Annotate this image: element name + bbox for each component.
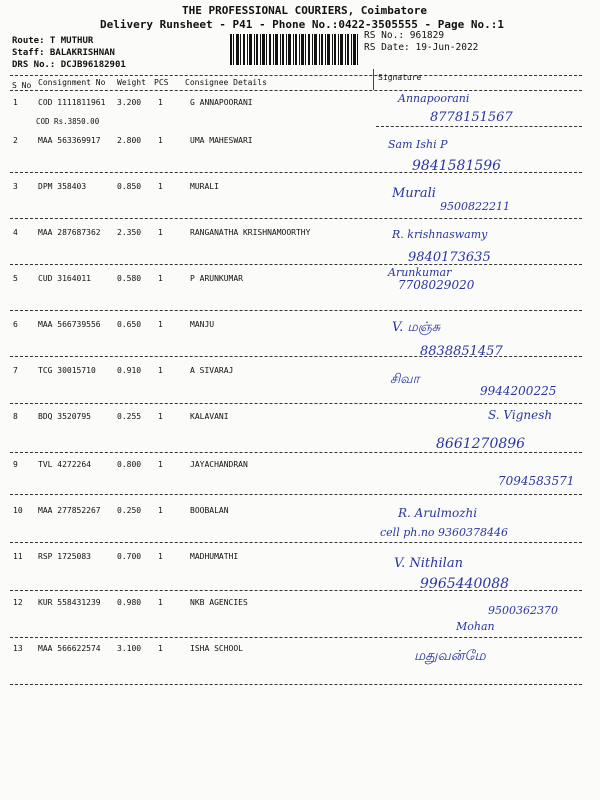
- row-consignment: BDQ 3520795: [38, 412, 91, 421]
- row-consignment: KUR 558431239: [38, 598, 101, 607]
- col-consignment: Consignment No: [38, 78, 106, 87]
- row-weight: 2.350: [117, 228, 142, 237]
- row-weight: 0.850: [117, 182, 142, 191]
- signature: Mohan: [456, 620, 495, 633]
- row-consignment: MAA 563369917: [38, 136, 101, 145]
- route-label: Route: T MUTHUR: [12, 36, 94, 46]
- header-top-rule: [10, 75, 582, 76]
- row-consignee: ISHA SCHOOL: [190, 644, 243, 653]
- barcode: [230, 34, 358, 65]
- row-consignee: MADHUMATHI: [190, 552, 239, 561]
- signature-phone: 7708029020: [398, 278, 475, 292]
- row-weight: 0.910: [117, 366, 142, 375]
- col-pcs: PCS: [154, 78, 169, 87]
- signature-phone: 9500822211: [440, 200, 510, 213]
- row-consignment: TCG 30015710: [38, 366, 96, 375]
- row-sno: 5: [13, 274, 18, 283]
- row-rule: [10, 403, 582, 404]
- signature-phone: 7094583571: [498, 474, 575, 488]
- signature-phone: 8661270896: [436, 436, 526, 452]
- row-pcs: 1: [158, 182, 163, 191]
- header-bottom-rule: [10, 90, 582, 91]
- col-consignee: Consignee Details: [185, 78, 267, 87]
- row-consignment: RSP 1725083: [38, 552, 91, 561]
- row-pcs: 1: [158, 366, 163, 375]
- signature: Sam Ishi P: [388, 138, 448, 151]
- signature-divider: [373, 69, 374, 90]
- row-rule: [10, 590, 582, 591]
- row-pcs: 1: [158, 506, 163, 515]
- row-pcs: 1: [158, 98, 163, 107]
- row-consignee: G ANNAPOORANI: [190, 98, 253, 107]
- row-consignee: P ARUNKUMAR: [190, 274, 243, 283]
- row-rule: [10, 356, 582, 357]
- row-sno: 9: [13, 460, 18, 469]
- row-sno: 7: [13, 366, 18, 375]
- signature-phone: 9841581596: [412, 158, 502, 174]
- row-rule: [10, 172, 582, 173]
- row-consignee: JAYACHANDRAN: [190, 460, 248, 469]
- signature: Murali: [392, 186, 436, 201]
- row-consignment: MAA 566622574: [38, 644, 101, 653]
- col-weight: Weight: [117, 78, 146, 87]
- row-pcs: 1: [158, 460, 163, 469]
- row-weight: 0.250: [117, 506, 142, 515]
- row-consignment: MAA 287687362: [38, 228, 101, 237]
- signature-phone: 9840173635: [408, 250, 491, 265]
- signature: R. krishnaswamy: [392, 228, 488, 241]
- row-consignment: TVL 4272264: [38, 460, 91, 469]
- row-rule: [376, 126, 582, 127]
- col-sno: S No: [12, 81, 32, 90]
- row-consignment: CUD 3164011: [38, 274, 91, 283]
- row-consignee: MURALI: [190, 182, 219, 191]
- signature: Annapoorani: [398, 92, 470, 105]
- signature-phone: 9944200225: [480, 384, 557, 398]
- signature-phone: 9500362370: [488, 604, 558, 617]
- row-sno: 4: [13, 228, 18, 237]
- row-weight: 0.580: [117, 274, 142, 283]
- row-rule: [10, 542, 582, 543]
- signature-phone: 9965440088: [420, 576, 510, 592]
- row-consignee: RANGANATHA KRISHNAMOORTHY: [190, 228, 311, 237]
- row-pcs: 1: [158, 320, 163, 329]
- row-pcs: 1: [158, 228, 163, 237]
- signature: V. Nithilan: [394, 556, 463, 571]
- row-sno: 1: [13, 98, 18, 107]
- row-sno: 2: [13, 136, 18, 145]
- row-consignment: MAA 566739556: [38, 320, 101, 329]
- signature-phone: 8838851457: [420, 344, 503, 359]
- signature: சிவா: [390, 372, 420, 387]
- row-pcs: 1: [158, 412, 163, 421]
- row-weight: 0.650: [117, 320, 142, 329]
- row-weight: 0.255: [117, 412, 142, 421]
- row-weight: 0.800: [117, 460, 142, 469]
- drs-number: DRS No.: DCJB96182901: [12, 60, 126, 70]
- row-sno: 10: [13, 506, 23, 515]
- row-consignee: MANJU: [190, 320, 215, 329]
- row-weight: 3.200: [117, 98, 142, 107]
- signature: V. மஞ்சு: [392, 320, 441, 335]
- row-pcs: 1: [158, 644, 163, 653]
- row-weight: 0.980: [117, 598, 142, 607]
- signature: Arunkumar: [388, 266, 452, 279]
- row-sno: 11: [13, 552, 23, 561]
- row-rule: [10, 637, 582, 638]
- signature: மதுவன்மே: [414, 648, 486, 664]
- row-weight: 3.100: [117, 644, 142, 653]
- row-cod-amount: COD Rs.3850.00: [36, 117, 100, 126]
- signature-phone: cell ph.no 9360378446: [380, 526, 509, 539]
- row-weight: 2.800: [117, 136, 142, 145]
- col-signature: Signature: [378, 73, 422, 82]
- row-sno: 8: [13, 412, 18, 421]
- row-sno: 13: [13, 644, 23, 653]
- row-rule: [10, 684, 582, 685]
- company-title: THE PROFESSIONAL COURIERS, Coimbatore: [182, 4, 428, 17]
- row-pcs: 1: [158, 598, 163, 607]
- row-rule: [10, 218, 582, 219]
- row-consignee: UMA MAHESWARI: [190, 136, 253, 145]
- signature: S. Vignesh: [488, 408, 553, 422]
- row-pcs: 1: [158, 136, 163, 145]
- row-sno: 6: [13, 320, 18, 329]
- row-consignee: KALAVANI: [190, 412, 229, 421]
- row-consignee: A SIVARAJ: [190, 366, 234, 375]
- row-consignee: NKB AGENCIES: [190, 598, 248, 607]
- row-rule: [10, 264, 582, 265]
- signature-phone: 8778151567: [430, 110, 513, 125]
- staff-label: Staff: BALAKRISHNAN: [12, 48, 115, 58]
- rs-date: RS Date: 19-Jun-2022: [364, 42, 479, 53]
- row-pcs: 1: [158, 274, 163, 283]
- row-weight: 0.700: [117, 552, 142, 561]
- row-consignment: COD 1111811961: [38, 98, 106, 107]
- row-consignee: BOOBALAN: [190, 506, 229, 515]
- row-sno: 3: [13, 182, 18, 191]
- signature: R. Arulmozhi: [398, 506, 478, 520]
- runsheet-subtitle: Delivery Runsheet - P41 - Phone No.:0422-3505555 - Page No.:1: [100, 18, 504, 31]
- row-rule: [10, 494, 582, 495]
- row-rule: [10, 452, 582, 453]
- row-consignment: DPM 358403: [38, 182, 87, 191]
- row-pcs: 1: [158, 552, 163, 561]
- row-rule: [10, 310, 582, 311]
- rs-number: RS No.: 961829: [364, 30, 445, 41]
- row-consignment: MAA 277852267: [38, 506, 101, 515]
- row-sno: 12: [13, 598, 23, 607]
